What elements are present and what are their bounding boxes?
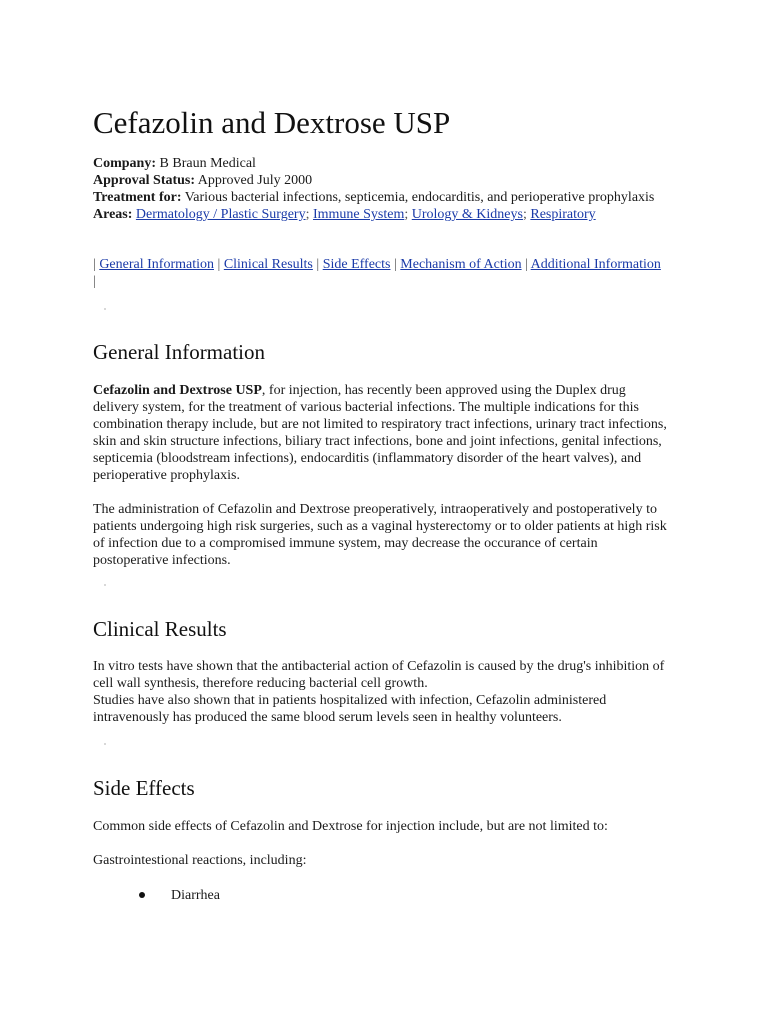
area-link-respiratory[interactable]: Respiratory	[530, 207, 596, 222]
drug-meta	[93, 155, 675, 223]
divider-dot	[104, 743, 106, 745]
treatment-line	[93, 189, 675, 206]
area-link-urology-kidneys[interactable]: Urology & Kidneys	[411, 207, 523, 222]
area-link-dermatology[interactable]: Dermatology / Plastic Surgery	[135, 207, 306, 222]
company-value: B Braun Medical	[159, 156, 256, 171]
treatment-label: Treatment for:	[93, 190, 182, 205]
side-effects-paragraph-1: Common side effects of Cefazolin and Dextrose for injection include, but are not limited to:	[93, 819, 608, 834]
section-nav: | General Information | Clinical Results | Side Effects | Mechanism of Action | Additional Information |	[93, 257, 661, 289]
page-title: Cefazolin and Dextrose USP	[93, 105, 451, 140]
side-effects-list	[93, 887, 675, 904]
treatment-value: Various bacterial infections, septicemia, endocarditis, and perioperative prophylaxis	[184, 190, 655, 205]
approval-label: Approval Status:	[93, 173, 196, 188]
general-information-section	[93, 382, 675, 569]
general-information-heading: General Information	[93, 340, 266, 364]
nav-link-additional-information[interactable]: Additional Information	[530, 257, 661, 272]
list-item	[93, 887, 675, 904]
side-effects-heading: Side Effects	[93, 776, 195, 800]
nav-link-clinical-results[interactable]: Clinical Results	[223, 257, 313, 272]
divider-dot	[104, 308, 106, 310]
clinical-paragraph-1: In vitro tests have shown that the antibacterial action of Cefazolin is caused by the drug's inhibition of cell wall synthesis, therefore reducing bacterial cell growth.	[93, 659, 665, 691]
side-effects-paragraph-2: Gastrointestional reactions, including:	[93, 853, 307, 868]
clinical-results-section	[93, 658, 675, 726]
area-link-immune-system[interactable]: Immune System	[312, 207, 405, 222]
general-paragraph-2: The administration of Cefazolin and Dextrose preoperatively, intraoperatively and postoperatively to patients undergoing high risk surgeries, such as a vaginal hysterectomy or to older patients at high risk of infection due to a compromised immune system, may decrease the occurance of certain postoperative infections.	[93, 502, 667, 568]
nav-link-side-effects[interactable]: Side Effects	[322, 257, 391, 272]
side-effects-section	[93, 818, 675, 904]
divider-dot	[104, 584, 106, 586]
approval-line	[93, 172, 675, 189]
nav-link-general-information[interactable]: General Information	[99, 257, 214, 272]
company-line	[93, 155, 675, 172]
nav-link-mechanism-of-action[interactable]: Mechanism of Action	[400, 257, 522, 272]
approval-value: Approved July 2000	[197, 173, 313, 188]
areas-line: Areas: Dermatology / Plastic Surgery; Immune System; Urology & Kidneys; Respiratory	[93, 207, 596, 222]
drug-name-bold: Cefazolin and Dextrose USP	[93, 383, 262, 398]
clinical-paragraph-2: Studies have also shown that in patients hospitalized with infection, Cefazolin administered intravenously has produced the same blood serum levels seen in healthy volunteers.	[93, 693, 607, 725]
company-label: Company:	[93, 156, 157, 171]
clinical-results-heading: Clinical Results	[93, 617, 227, 641]
general-paragraph-1	[93, 382, 675, 484]
general-paragraph-1-text: , for injection, has recently been approved using the Duplex drug delivery system, for the treatment of various bacterial infections. The multiple indications for this combination therapy include, but are not limited to respiratory tract infections, urinary tract infections, skin and skin structure infections, biliary tract infections, bone and joint infections, genital infections, septicemia (bloodstream infections), endocarditis (inflammatory disorder of the heart valves), and perioperative prophylaxis.	[93, 383, 667, 483]
list-item-text: Diarrhea	[171, 888, 220, 903]
areas-label: Areas:	[93, 207, 133, 222]
